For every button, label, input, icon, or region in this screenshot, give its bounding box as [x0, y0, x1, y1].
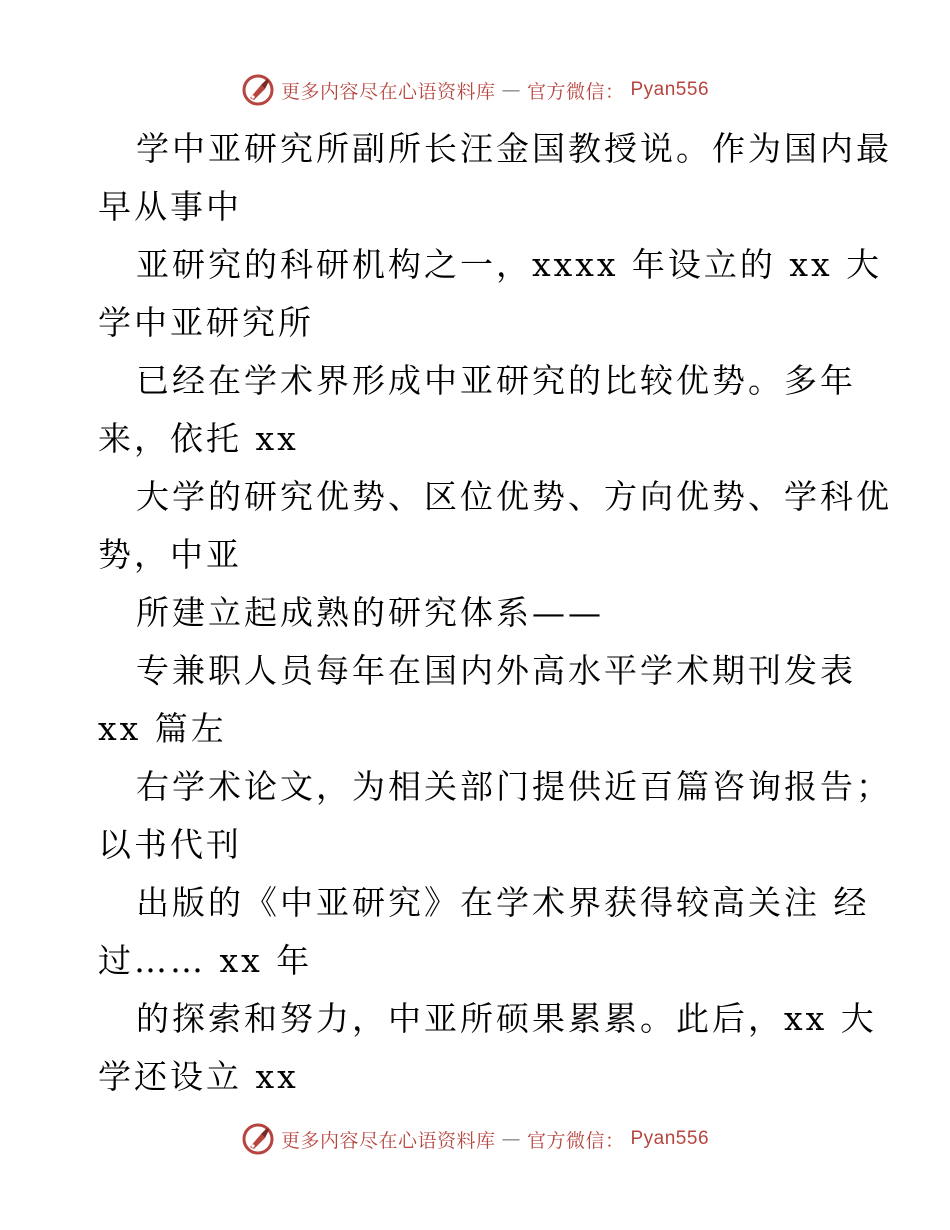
- paragraph: [98, 236, 883, 352]
- paragraph-line: 亚研究的科研机构之一，xxxx 年设立的 xx 大: [136, 245, 883, 284]
- paragraph-line: 专兼职人员每年在国内外高水平学术期刊发表: [136, 651, 856, 690]
- paragraph-line: 以书代刊: [98, 825, 242, 864]
- paragraph: [98, 874, 870, 990]
- pen-nib-logo-icon: [241, 73, 275, 107]
- paragraph-line: 学中亚研究所副所长汪金国教授说。作为国内最: [136, 129, 892, 168]
- paragraph-line: 右学术论文，为相关部门提供近百篇咨询报告；: [136, 767, 892, 806]
- paragraph-line: 出版的《中亚研究》在学术界获得较高关注 经: [136, 883, 870, 922]
- footer-watermark: [0, 1119, 950, 1159]
- paragraph: [98, 352, 858, 468]
- paragraph-line: 所建立起成熟的研究体系——: [136, 593, 604, 632]
- paragraph: [98, 990, 877, 1106]
- paragraph: [98, 642, 858, 758]
- paragraph-line: 势，中亚: [98, 535, 242, 574]
- banner-dash: —: [501, 1128, 521, 1150]
- banner-official-label: 官方微信：: [526, 80, 625, 103]
- paragraph-line: 的探索和努力，中亚所硕果累累。此后，xx 大: [136, 999, 877, 1038]
- pen-nib-logo-icon: [241, 1122, 275, 1156]
- paragraph: [98, 584, 858, 642]
- paragraph-line: 来，依托 xx: [98, 419, 299, 458]
- header-watermark: [0, 70, 950, 110]
- banner-text: 更多内容尽在心语资料库: [280, 80, 496, 103]
- paragraph-line: 学还设立 xx: [98, 1057, 299, 1096]
- banner-dash: —: [501, 79, 521, 101]
- banner-official-label: 官方微信：: [526, 1129, 625, 1152]
- paragraph-line: 过…… xx 年: [98, 941, 313, 980]
- paragraph: [98, 120, 892, 236]
- paragraph-line: 学中亚研究所: [98, 303, 314, 342]
- banner-wechat-id: Pyan556: [630, 1128, 710, 1149]
- paragraph-line: xx 篇左: [98, 709, 227, 748]
- document-body: [98, 120, 892, 1106]
- paragraph-line: 大学的研究优势、区位优势、方向优势、学科优: [136, 477, 892, 516]
- banner-wechat-id: Pyan556: [630, 79, 710, 100]
- banner-text: 更多内容尽在心语资料库: [280, 1129, 496, 1152]
- paragraph: [98, 468, 892, 584]
- paragraph: [98, 758, 892, 874]
- paragraph-line: 已经在学术界形成中亚研究的比较优势。多年: [136, 361, 856, 400]
- paragraph-line: 早从事中: [98, 187, 242, 226]
